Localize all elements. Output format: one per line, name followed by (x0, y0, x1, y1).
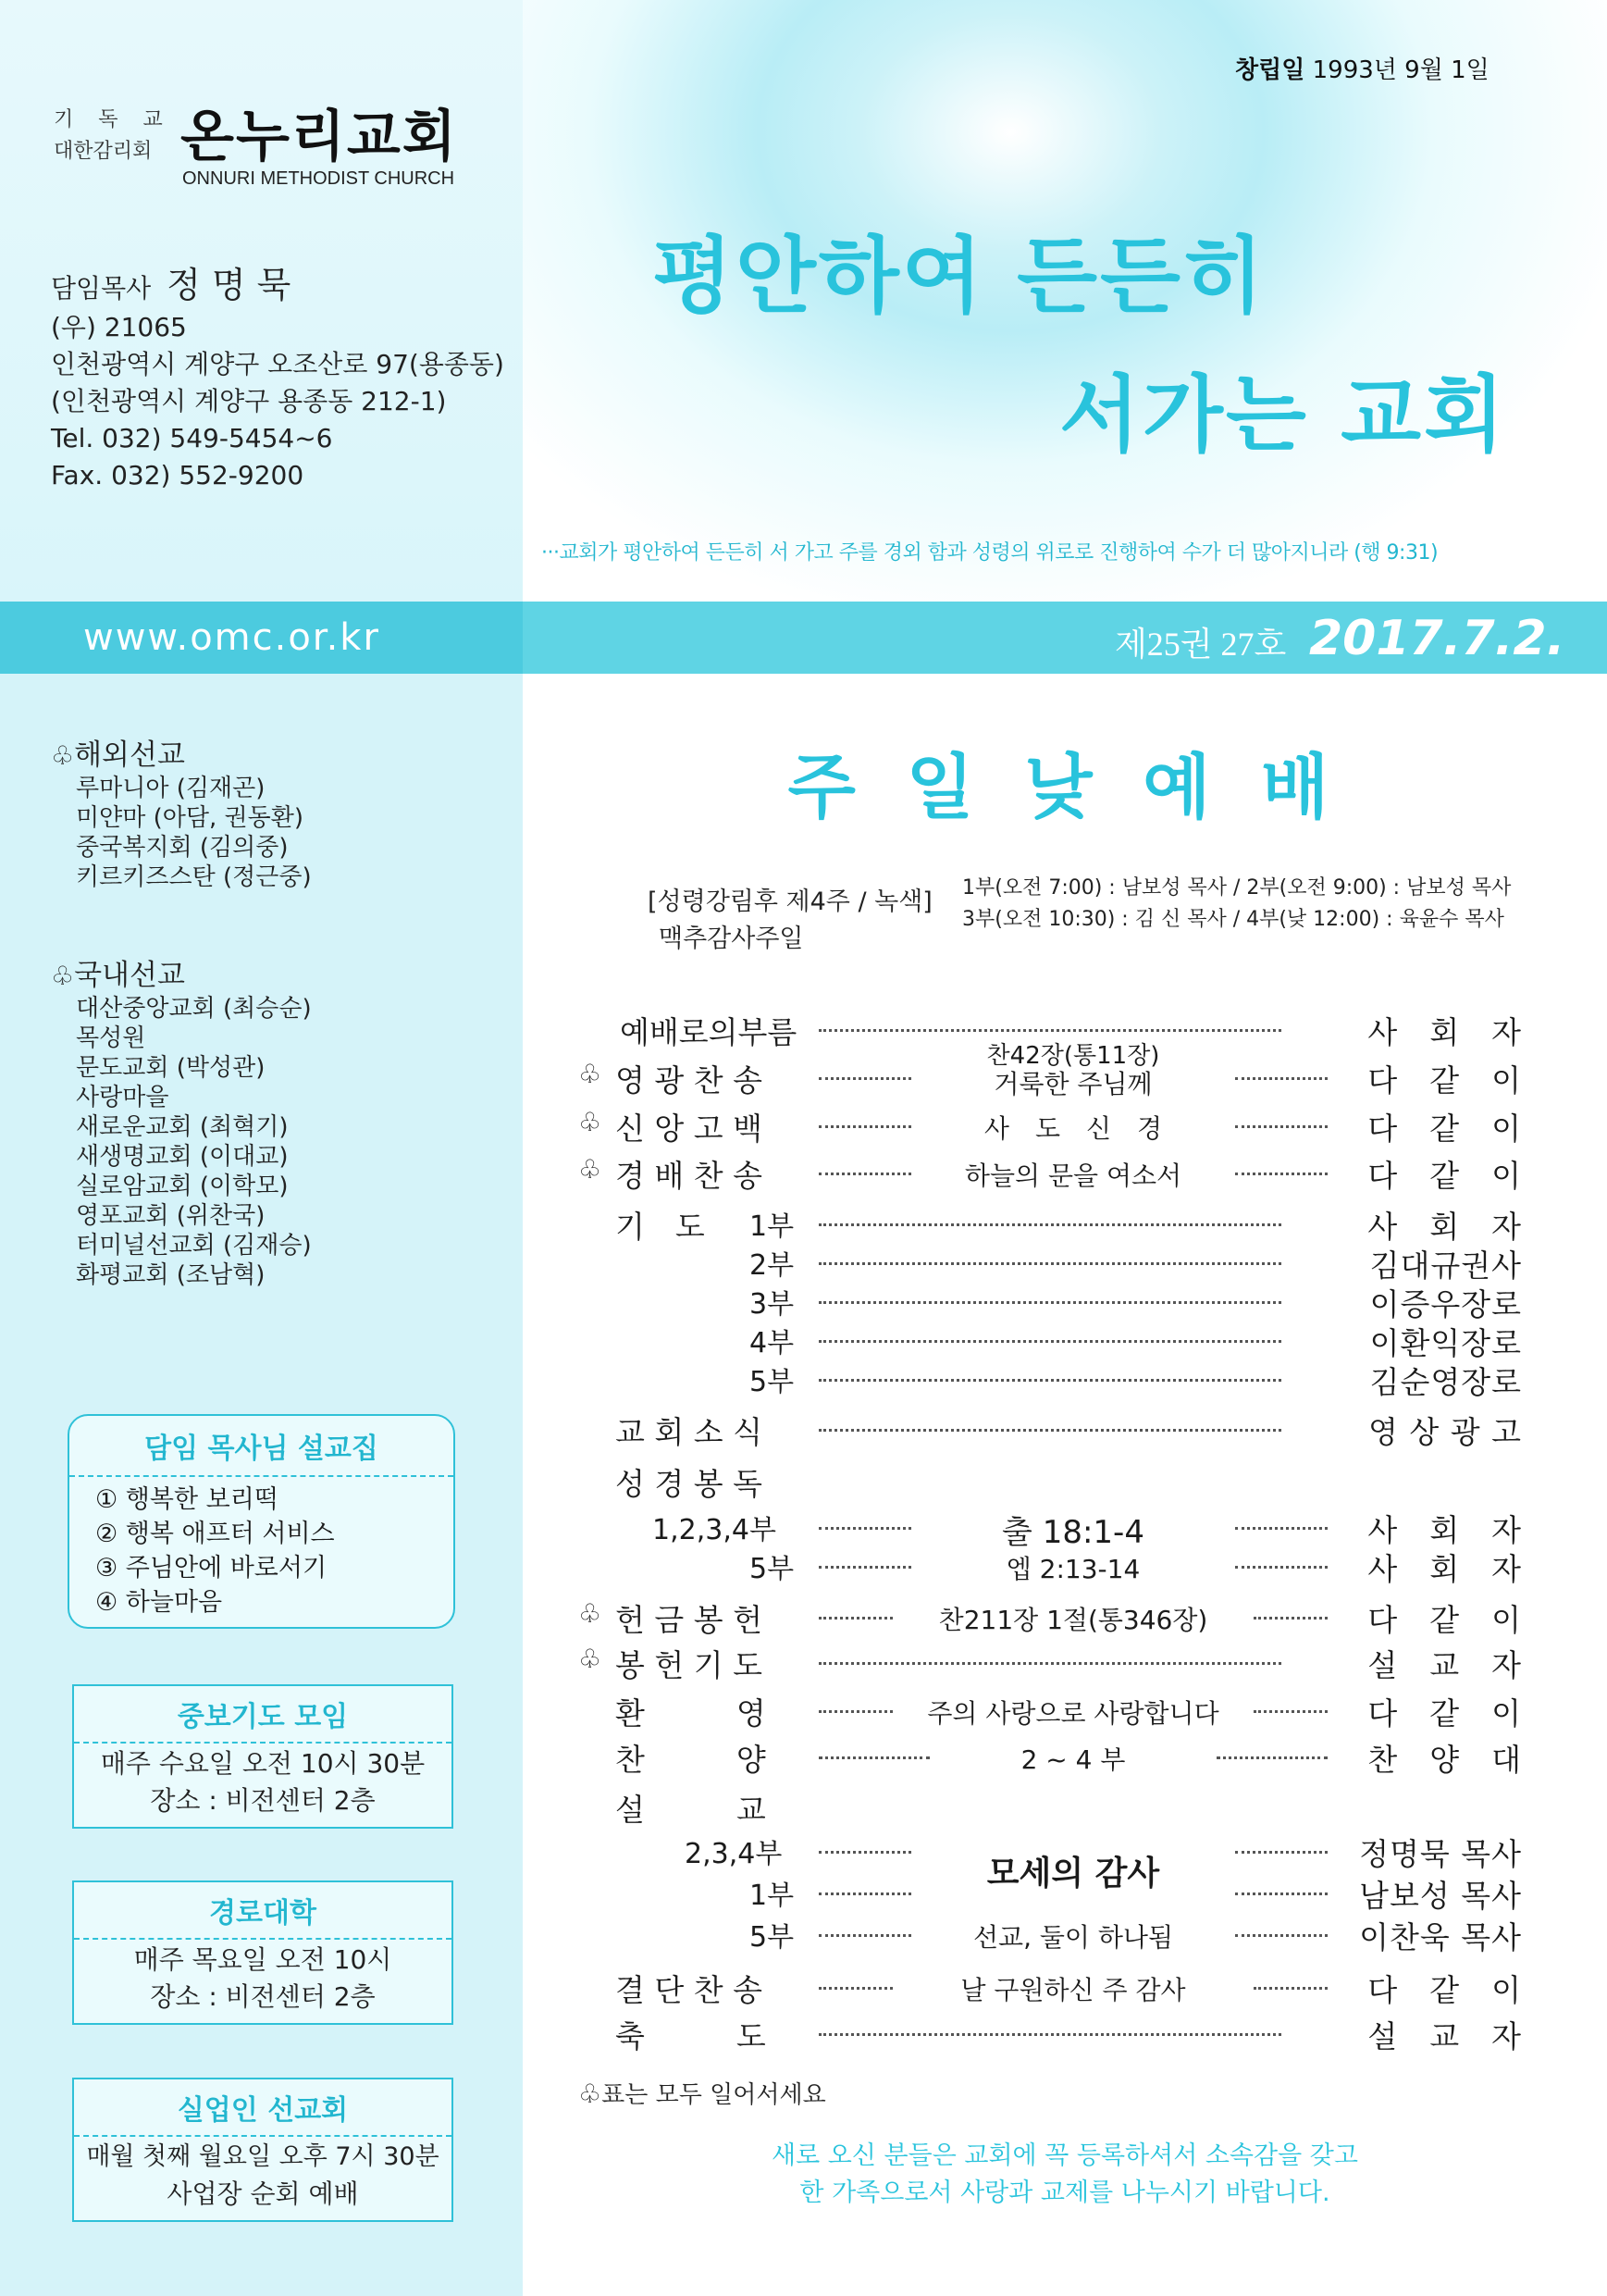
fax: Fax. 032) 552-9200 (51, 460, 304, 490)
order-sermon (578, 1786, 1522, 1828)
motto-line1: 평안하여 든든히 (652, 228, 1267, 325)
order-prayer-3 (578, 1281, 1522, 1322)
scripture-reference: 엡 2:13-14 (1006, 1554, 1141, 1584)
motto-line2: 서가는 교회 (1059, 366, 1508, 464)
prayer-meeting-time: 매주 수요일 오전 10시 30분 (100, 1748, 426, 1779)
sermon-subtitle: 선교, 둘이 하나됨 (972, 1922, 1174, 1953)
order-leader: 설 교 자 (1367, 1647, 1522, 1683)
worship-title: 주 일 낮 예 배 (787, 746, 1342, 828)
order-benediction (578, 2013, 1522, 2054)
order-glory-hymn (578, 1057, 1522, 1099)
volume-number: 제25권 27호 (1115, 626, 1287, 663)
clover-icon: ♧ (51, 740, 75, 771)
dotted-leader (1235, 1527, 1328, 1530)
order-leader: 사 회 자 (1367, 1512, 1522, 1548)
order-leader: 사 회 자 (1367, 1014, 1522, 1050)
service-part: 1부 (749, 1880, 795, 1912)
order-leader: 다 같 이 (1367, 1695, 1522, 1731)
dotted-leader (1254, 1710, 1328, 1713)
order-label: 봉 헌 기 도 (615, 1647, 762, 1683)
dotted-leader (819, 1429, 1281, 1432)
order-label: 교 회 소 식 (615, 1414, 762, 1450)
dotted-leader (1235, 1893, 1328, 1895)
dotted-leader (819, 1340, 1281, 1343)
address-line2: (인천광역시 계양구 용종동 212-1) (51, 386, 447, 416)
order-choir (578, 1736, 1522, 1778)
order-closing-hymn (578, 1967, 1522, 2008)
order-leader: 다 같 이 (1367, 1111, 1522, 1147)
list-item: 문도교회 (박성관) (76, 1054, 266, 1082)
order-leader: 사 회 자 (1367, 1551, 1522, 1587)
business-mission-box (72, 2078, 453, 2222)
newcomer-message-line2: 한 가족으로서 사랑과 교제를 나누시기 바랍니다. (799, 2178, 1330, 2207)
order-scripture-1 (578, 1507, 1522, 1551)
order-prayer-4 (578, 1320, 1522, 1361)
dotted-leader (819, 1662, 1281, 1665)
bible-verse: ···교회가 평안하여 든든히 서 가고 주를 경외 함과 성령의 위로로 진행하여 수가 더 많아지니라 (행 9:31) (541, 541, 1439, 565)
order-content: 2 ~ 4 부 (1020, 1744, 1126, 1775)
order-label: 결 단 찬 송 (615, 1972, 762, 2008)
pastor-info (51, 267, 290, 307)
pastor-label: 담임목사 (51, 273, 152, 304)
service-part: 2부 (749, 1249, 795, 1282)
dotted-leader (819, 1756, 930, 1759)
elder-college-box (72, 1880, 453, 2025)
phone: Tel. 032) 549-5454~6 (51, 423, 333, 453)
order-praise (578, 1152, 1522, 1194)
clover-icon: ♧ (578, 1154, 602, 1185)
scripture-reference: 출 18:1-4 (1002, 1514, 1144, 1551)
dotted-leader (1235, 1566, 1328, 1569)
founded-label: 창립일 (1235, 56, 1305, 84)
prayer-meeting-place: 장소 : 비전센터 2층 (150, 1785, 376, 1816)
order-leader: 이환익장로 (1369, 1325, 1522, 1361)
dotted-leader (819, 1851, 911, 1854)
dotted-leader (819, 1893, 911, 1895)
business-mission-title: 실업인 선교회 (177, 2094, 349, 2127)
postal-code: (우) 21065 (51, 312, 187, 342)
order-creed (578, 1105, 1522, 1147)
clover-icon: ♧ (578, 1644, 602, 1674)
elder-college-time: 매주 목요일 오전 10시 (133, 1944, 392, 1975)
domestic-mission-list (76, 994, 312, 1290)
dotted-leader (1235, 1125, 1328, 1128)
dotted-leader (1235, 1851, 1328, 1854)
order-sermon-2 (578, 1872, 1522, 1914)
order-scripture-2 (578, 1545, 1522, 1587)
overseas-mission-title: ♧해외선교 (51, 738, 185, 772)
order-label: 기 도 (615, 1209, 705, 1245)
list-item: ① 행복한 보리떡 (95, 1485, 278, 1514)
dotted-leader (819, 1934, 911, 1937)
dotted-leader (819, 1301, 1281, 1304)
order-leader: 다 같 이 (1367, 1972, 1522, 2008)
list-item: 화평교회 (조남혁) (76, 1261, 266, 1289)
service-part: 2,3,4부 (685, 1838, 783, 1870)
list-item: 목성원 (76, 1024, 146, 1052)
dotted-leader (1254, 1987, 1328, 1990)
clover-icon: ♧ (578, 1059, 602, 1089)
newcomer-message-line1: 새로 오신 분들은 교회에 꼭 등록하셔서 소속감을 갖고 (772, 2141, 1358, 2170)
order-label: 설 교 (615, 1792, 766, 1828)
service-part: 1부 (749, 1210, 795, 1243)
elder-college-title: 경로대학 (209, 1897, 316, 1930)
dotted-leader (819, 1173, 911, 1175)
order-label: 경 배 찬 송 (615, 1158, 762, 1194)
list-item: ② 행복 애프터 서비스 (95, 1520, 335, 1548)
founded-date: 1993년 9월 1일 (1312, 56, 1490, 84)
list-item: 키르키즈스탄 (정근중) (76, 863, 312, 891)
order-label: 예배로의부름 (620, 1014, 797, 1050)
order-leader: 설 교 자 (1367, 2018, 1522, 2054)
dotted-leader (819, 1262, 1281, 1265)
order-leader: 남보성 목사 (1359, 1878, 1522, 1914)
list-item: 대산중앙교회 (최승순) (76, 995, 312, 1023)
dotted-leader (1235, 1173, 1328, 1175)
sermon-collection-box (68, 1414, 455, 1629)
founded-date-line (1235, 51, 1490, 85)
dotted-leader (1217, 1756, 1328, 1759)
order-content: 하늘의 문을 여소서 (964, 1160, 1182, 1191)
newcomer-message (523, 2138, 1607, 2212)
denomination-line1: 기 독 교 (54, 108, 172, 131)
order-leader: 다 같 이 (1367, 1062, 1522, 1098)
business-mission-place: 사업장 순회 예배 (167, 2178, 359, 2209)
order-content: 사 도 신 경 (983, 1113, 1163, 1144)
list-item: 중국복지회 (김의중) (76, 834, 289, 862)
list-item: 미얀마 (아담, 권동환) (76, 804, 304, 832)
list-item: ③ 주님안에 바로서기 (95, 1554, 328, 1582)
service-part: 5부 (749, 1553, 795, 1585)
clover-icon: ♧ (578, 1107, 602, 1137)
list-item: ④ 하늘마음 (95, 1588, 223, 1617)
issue-date: 2017.7.2. (1309, 611, 1565, 666)
sermon-collection-list (69, 1477, 453, 1620)
service-schedule-line2: 3부(오전 10:30) : 김 신 목사 / 4부(낮 12:00) : 육윤수 목사 (962, 908, 1504, 931)
order-label: 환 영 (615, 1695, 766, 1731)
dotted-leader (1235, 1934, 1328, 1937)
overseas-mission-list (76, 774, 312, 892)
order-content: 날 구원하신 주 감사 (960, 1975, 1186, 2005)
order-prayer-5 (578, 1359, 1522, 1400)
prayer-meeting-box (72, 1684, 453, 1829)
order-welcome (578, 1690, 1522, 1731)
list-item: 실로암교회 (이학모) (76, 1173, 289, 1200)
church-name-en: ONNURI METHODIST CHURCH (182, 168, 455, 189)
order-label: 헌 금 봉 헌 (615, 1602, 762, 1638)
list-item: 영포교회 (위찬국) (76, 1202, 266, 1230)
order-offering (578, 1596, 1522, 1638)
order-leader: 김순영장로 (1369, 1364, 1522, 1400)
list-item: 사랑마을 (76, 1084, 169, 1111)
dotted-leader (819, 1617, 893, 1620)
list-item: 루마니아 (김재곤) (76, 775, 266, 802)
order-label: 신 앙 고 백 (615, 1111, 762, 1147)
order-leader: 김대규권사 (1369, 1247, 1522, 1284)
order-leader: 이증우장로 (1369, 1286, 1522, 1322)
order-offering-prayer (578, 1642, 1522, 1683)
order-label: 축 도 (615, 2018, 766, 2054)
order-content: 찬211장 1절(통346장) (938, 1605, 1208, 1635)
order-label: 성 경 봉 독 (615, 1466, 762, 1502)
dotted-leader (819, 2033, 1281, 2036)
order-leader: 영 상 광 고 (1368, 1414, 1522, 1450)
sermon-collection-title: 담임 목사님 설교집 (144, 1433, 378, 1465)
order-prayer-2 (578, 1242, 1522, 1284)
sermon-title: 모세의 감사 (986, 1855, 1160, 1893)
address-line1: 인천광역시 계양구 오조산로 97(용종동) (51, 349, 504, 379)
order-leader: 다 같 이 (1367, 1602, 1522, 1638)
order-leader: 정명묵 목사 (1359, 1836, 1522, 1872)
elder-college-place: 장소 : 비전센터 2층 (150, 1981, 376, 2012)
order-scripture-reading (578, 1460, 1522, 1502)
dotted-leader (819, 1125, 911, 1128)
clover-icon: ♧ (578, 2079, 602, 2109)
business-mission-time: 매월 첫째 월요일 오후 7시 30분 (86, 2142, 439, 2171)
dotted-leader (819, 1987, 893, 1990)
dotted-leader (819, 1566, 911, 1569)
order-announcements (578, 1409, 1522, 1450)
dotted-leader (819, 1223, 1281, 1226)
order-leader: 다 같 이 (1367, 1158, 1522, 1194)
hymn-number: 찬42장(통11장) (986, 1042, 1160, 1070)
order-prayer-1 (578, 1203, 1522, 1245)
list-item: 새로운교회 (최혁기) (76, 1113, 289, 1141)
dotted-leader (1254, 1617, 1328, 1620)
standing-note: ♧표는 모두 일어서세요 (578, 2079, 826, 2109)
denomination-line2: 대한감리회 (54, 140, 153, 163)
special-sunday: 맥추감사주일 (659, 925, 804, 953)
dotted-leader (1235, 1077, 1328, 1080)
dotted-leader (819, 1527, 911, 1530)
order-content: 거룩한 주님께 (994, 1069, 1153, 1099)
domestic-mission-title: ♧국내선교 (51, 959, 185, 992)
pastor-name: 정 명 묵 (167, 265, 291, 305)
order-leader: 찬 양 대 (1367, 1742, 1522, 1778)
list-item: 터미널선교회 (김재승) (76, 1232, 312, 1260)
prayer-meeting-title: 중보기도 모임 (177, 1701, 349, 1733)
website-link[interactable]: www.omc.or.kr (83, 616, 380, 659)
order-label: 찬 양 (615, 1742, 766, 1778)
dotted-leader (819, 1077, 911, 1080)
order-label: 영 광 찬 송 (615, 1062, 762, 1098)
service-part: 5부 (749, 1366, 795, 1398)
liturgical-season: [성령강림후 제4주 / 녹색] (648, 887, 933, 916)
list-item: 새생명교회 (이대교) (76, 1143, 289, 1171)
dotted-leader (819, 1710, 893, 1713)
service-part: 5부 (749, 1921, 795, 1954)
clover-icon: ♧ (51, 961, 75, 991)
order-leader: 이찬욱 목사 (1359, 1919, 1522, 1955)
service-part: 1,2,3,4부 (652, 1514, 776, 1546)
order-leader: 사 회 자 (1367, 1209, 1522, 1245)
order-content: 주의 사랑으로 사랑합니다 (927, 1698, 1219, 1729)
dotted-leader (819, 1379, 1281, 1382)
service-part: 3부 (749, 1288, 795, 1321)
clover-icon: ♧ (578, 1598, 602, 1629)
order-sermon-3 (578, 1914, 1522, 1955)
service-schedule-line1: 1부(오전 7:00) : 남보성 목사 / 2부(오전 9:00) : 남보성 목사 (962, 876, 1512, 900)
service-part: 4부 (749, 1327, 795, 1359)
church-name: 온누리교회 (180, 105, 458, 169)
dotted-leader (819, 1029, 1281, 1032)
